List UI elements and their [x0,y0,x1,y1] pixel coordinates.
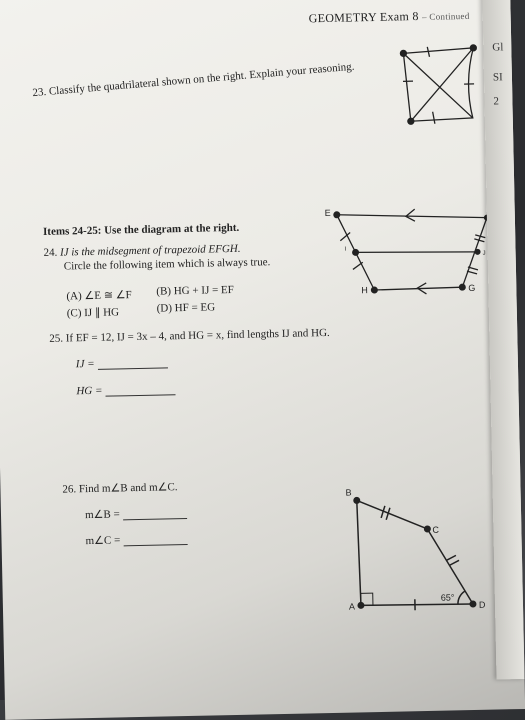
choice-b[interactable]: (B) HG + IJ = EF [156,284,234,298]
hg-answer[interactable]: HG = [76,383,175,397]
point-e [333,211,340,218]
edge-text-2: SI [493,71,503,83]
label-d: D [479,600,486,610]
label-b: B [346,488,352,498]
choice-d[interactable]: (D) HF = EG [157,301,216,314]
point-g [459,284,466,291]
question-24-line1: 24. IJ is the midsegment of trapezoid EFGH. [43,243,240,259]
ij-answer[interactable]: IJ = [76,356,168,370]
quad-abcd-diagram [357,498,473,611]
trapezoid-diagram [337,208,489,296]
label-c: C [432,525,439,535]
question-23: 23. Classify the quadrilateral shown on the right. Explain your reasoning. [32,61,355,99]
mc-answer[interactable]: m∠C = [85,532,187,547]
label-g: G [468,283,475,293]
quadrilateral-diagram [400,45,478,125]
question-26: 26. Find m∠B and m∠C. [62,480,177,495]
point-b [353,497,360,504]
label-j: J [483,251,486,257]
question-24-line2: Circle the following item which is always true. [64,256,271,272]
label-a: A [349,601,355,611]
point-i [352,249,359,256]
exam-title: GEOMETRY Exam 8 – Continued [309,8,470,26]
label-e: E [325,208,331,218]
edge-text-3: 2 [493,95,499,107]
edge-text-1: Gl [492,41,503,53]
choice-c[interactable]: (C) IJ ∥ HG [67,305,120,319]
items-heading: Items 24-25: Use the diagram at the right. [43,222,239,238]
point-c [424,525,431,532]
point-d [469,600,476,607]
label-h: H [361,285,368,295]
choice-a[interactable]: (A) ∠E ≅ ∠F [66,288,132,302]
angle-label: 65° [441,592,455,602]
label-i: I [344,247,346,253]
point-a [357,602,364,609]
point-h [371,286,378,293]
mb-answer[interactable]: m∠B = [85,506,187,521]
question-25: 25. If EF = 12, IJ = 3x – 4, and HG = x, find lengths IJ and HG. [49,327,330,345]
